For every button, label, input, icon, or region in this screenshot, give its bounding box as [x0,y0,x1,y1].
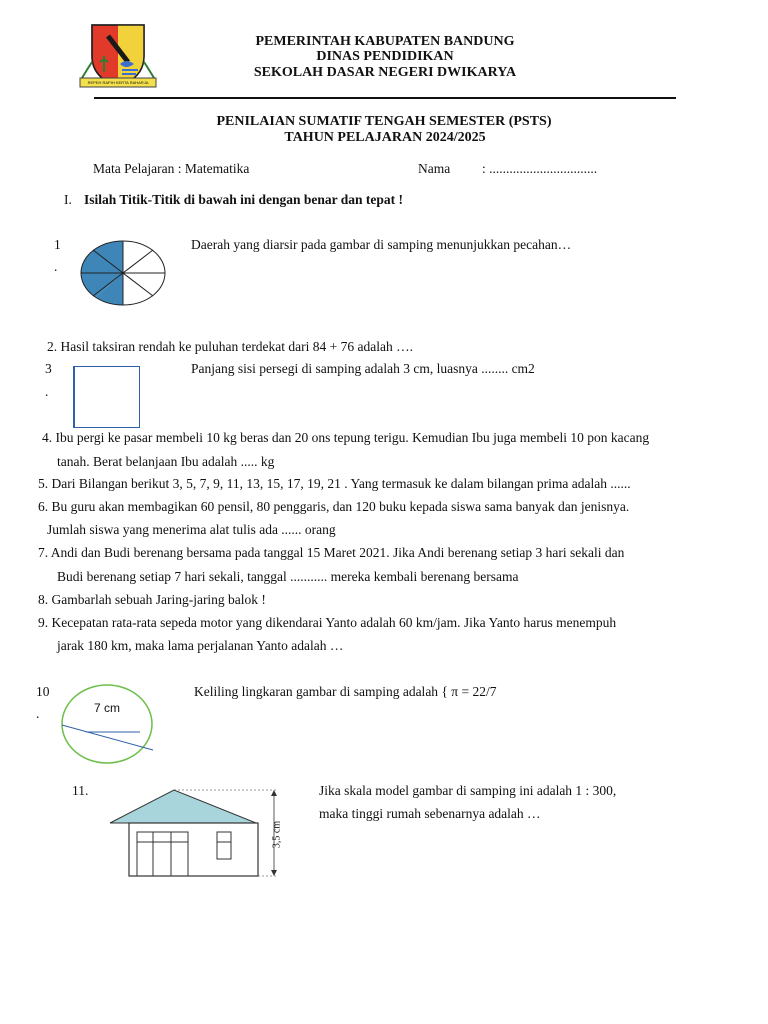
q3-dot: . [45,384,49,399]
q10-number: 10 [36,684,50,699]
q10-dot: . [36,706,40,721]
exam-title: PENILAIAN SUMATIF TENGAH SEMESTER (PSTS) [216,114,552,129]
q4-line1: 4. Ibu pergi ke pasar membeli 10 kg beras dan 20 ons tepung terigu. Kemudian Ibu juga membeli 10 pon kacang [42,430,650,445]
q7-line1: 7. Andi dan Budi berenang bersama pada tanggal 15 Maret 2021. Jika Andi berenang setiap 3 hari sekali dan [38,545,625,560]
q11-line1: Jika skala model gambar di samping ini adalah 1 : 300, [319,783,617,798]
header-school: SEKOLAH DASAR NEGERI DWIKARYA [253,65,517,80]
section-instruction: Isilah Titik-Titik di bawah ini dengan benar dan tepat ! [84,192,403,207]
q10-radius-label: 7 cm [94,701,121,715]
q3-number: 3 [45,361,52,376]
q11-line2: maka tinggi rumah sebenarnya adalah … [319,806,541,821]
header-department: DINAS PENDIDIKAN [316,49,454,64]
name-blank: : ................................ [482,161,598,176]
logo-motto: REPEH RAPIH KERTA RAHARJA [87,80,149,85]
q10-text: Keliling lingkaran gambar di samping adalah { π = 22/7 [194,684,497,699]
q1-dot: . [54,259,58,274]
q11-number: 11. [72,783,89,798]
q8-text: 8. Gambarlah sebuah Jaring-jaring balok ! [38,592,266,607]
q11-height-label: 3,5 cm [271,820,283,849]
q11-house [106,786,282,880]
q3-square [73,366,140,428]
q9-line1: 9. Kecepatan rata-rata sepeda motor yang dikendarai Yanto adalah 60 km/jam. Jika Yanto harus menempuh [38,615,617,630]
q10-circle [60,683,156,765]
school-logo [78,22,158,90]
q1-fraction-ellipse [80,240,166,306]
section-number: I. [64,192,72,207]
name-label: Nama [418,161,451,176]
q5-text: 5. Dari Bilangan berikut 3, 5, 7, 9, 11, 13, 15, 17, 19, 21 . Yang termasuk ke dalam bilangan prima adalah ...... [38,476,631,491]
q1-number: 1 [54,237,61,252]
subject-label: Mata Pelajaran : Matematika [93,161,250,176]
q2-text: 2. Hasil taksiran rendah ke puluhan terdekat dari 84 + 76 adalah …. [47,339,413,354]
q1-text: Daerah yang diarsir pada gambar di samping menunjukkan pecahan… [191,237,572,252]
q6-line1: 6. Bu guru akan membagikan 60 pensil, 80 penggaris, dan 120 buku kepada siswa sama banyak dan jenisnya. [38,499,630,514]
q4-line2: tanah. Berat belanjaan Ibu adalah ..... kg [57,454,275,469]
q3-text: Panjang sisi persegi di samping adalah 3 cm, luasnya ........ cm2 [191,361,535,376]
exam-year: TAHUN PELAJARAN 2024/2025 [284,130,486,145]
q6-line2: Jumlah siswa yang menerima alat tulis ada ...... orang [47,522,336,537]
q9-line2: jarak 180 km, maka lama perjalanan Yanto adalah … [57,638,344,653]
header-divider [94,97,676,99]
header-government: PEMERINTAH KABUPATEN BANDUNG [255,34,515,49]
q7-line2: Budi berenang setiap 7 hari sekali, tanggal ........... mereka kembali berenang bersama [57,569,519,584]
